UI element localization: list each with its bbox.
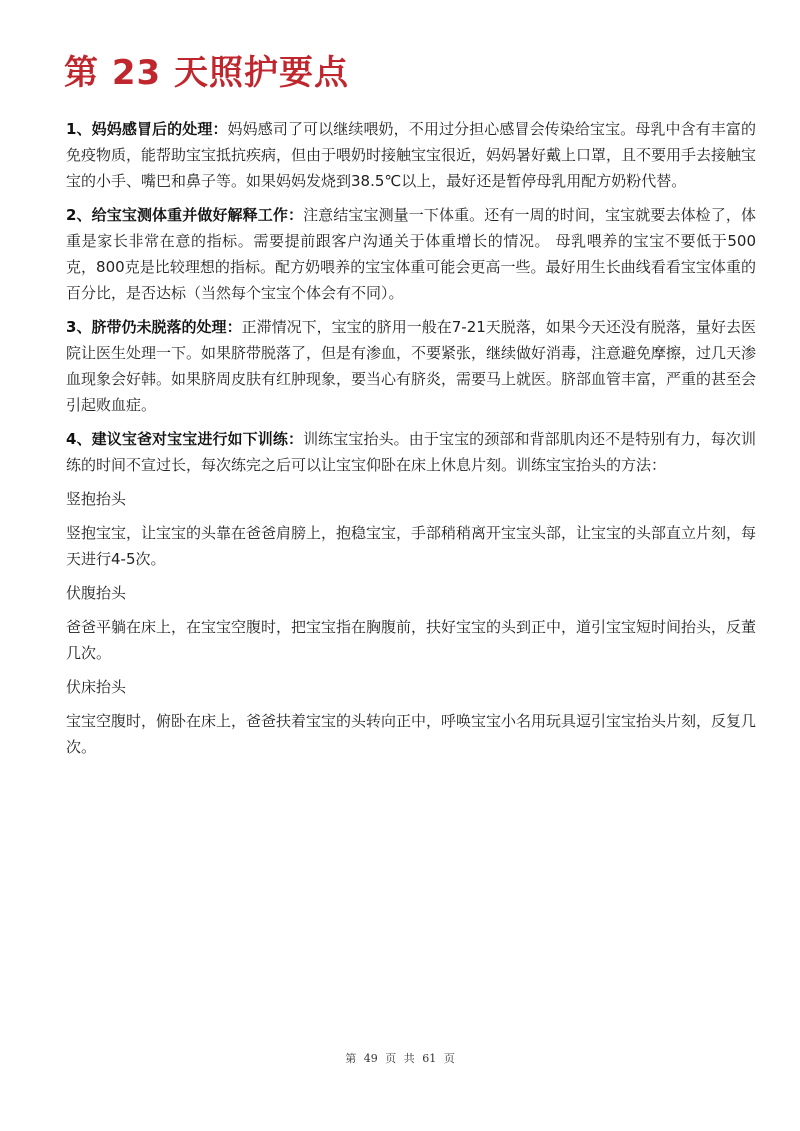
section-heading: 3、脐带仍未脱落的处理： [66, 318, 242, 336]
method-text-tummy-on-bed: 宝宝空腹时，俯卧在床上，爸爸扶着宝宝的头转向正中，呼唤宝宝小名用玩具逗引宝宝抬头片刻，反复几次。 [66, 712, 757, 756]
method-title-upright-hold: 竖抱抬头 [66, 490, 127, 508]
section-weight-check [66, 202, 756, 306]
section-heading: 2、给宝宝测体重并做好解释工作： [66, 206, 304, 224]
page-title: 第 23 天照护要点 [64, 53, 349, 93]
section-umbilical-cord [66, 314, 756, 418]
section-text: 训练宝宝抬头。由于宝宝的颈部和背部肌肉还不是特别有力，每次训练的时间不宣过长，每次练完之后可以让宝宝仰卧在床上休息片刻。训练宝宝抬头的方法： [66, 430, 756, 474]
section-mom-cold [66, 116, 756, 194]
section-heading: 4、建议宝爸对宝宝进行如下训练： [66, 430, 304, 448]
section-text: 正滞情况下，宝宝的脐用一般在7-21天脱落，如果今天还没有脱落，量好去医院让医生处理一下。如果脐带脱落了，但是有渗血，不要紧张，继续做好消毒，注意避免摩擦，过几天渗血现象会好韩。如果脐周皮肤有红肿现象，要当心有脐炎，需要马上就医。脐部血管丰富，严重的甚至会引起败血症。 [66, 318, 757, 414]
section-text: 注意结宝宝测量一下体重。还有一周的时间，宝宝就要去体检了，体重是家长非常在意的指标。需要提前跟客户沟通关于体重增长的情况。 母乳喂养的宝宝不要低于500克，800克是比较理想的指标。配方奶喂养的宝宝体重可能会更高一些。最好用生长曲线看看宝宝体重的百分比，是否达标（当然每个宝宝个体会有不同）。 [66, 206, 756, 302]
section-text: 妈妈感司了可以继续喂奶，不用过分担心感冒会传染给宝宝。母乳中含有丰富的免疫物质，能帮助宝宝抵抗疾病，但由于喂奶时接触宝宝很近，妈妈暑好戴上口罩，且不要用手去接触宝宝的小手、嘴巴和鼻子等。如果妈妈发烧到38.5℃以上，最好还是暂停母乳用配方奶粉代替。 [66, 120, 757, 190]
section-dad-training [66, 426, 756, 478]
section-heading: 1、妈妈感冒后的处理： [66, 120, 228, 138]
method-text-tummy-on-chest: 爸爸平躺在床上，在宝宝空腹时，把宝宝指在胸腹前，扶好宝宝的头到正中，道引宝宝短时间抬头，反董几次。 [66, 618, 757, 662]
method-text-upright-hold: 竖抱宝宝，让宝宝的头靠在爸爸肩膀上，抱稳宝宝，手部稍稍离开宝宝头部，让宝宝的头部直立片刻，每天进行4-5次。 [66, 524, 757, 568]
document-body [66, 116, 756, 768]
method-title-tummy-on-chest: 伏腹抬头 [66, 584, 127, 602]
method-title-tummy-on-bed: 伏床抬头 [66, 678, 127, 696]
page-footer: 第 49 页 共 61 页 [345, 1052, 455, 1065]
